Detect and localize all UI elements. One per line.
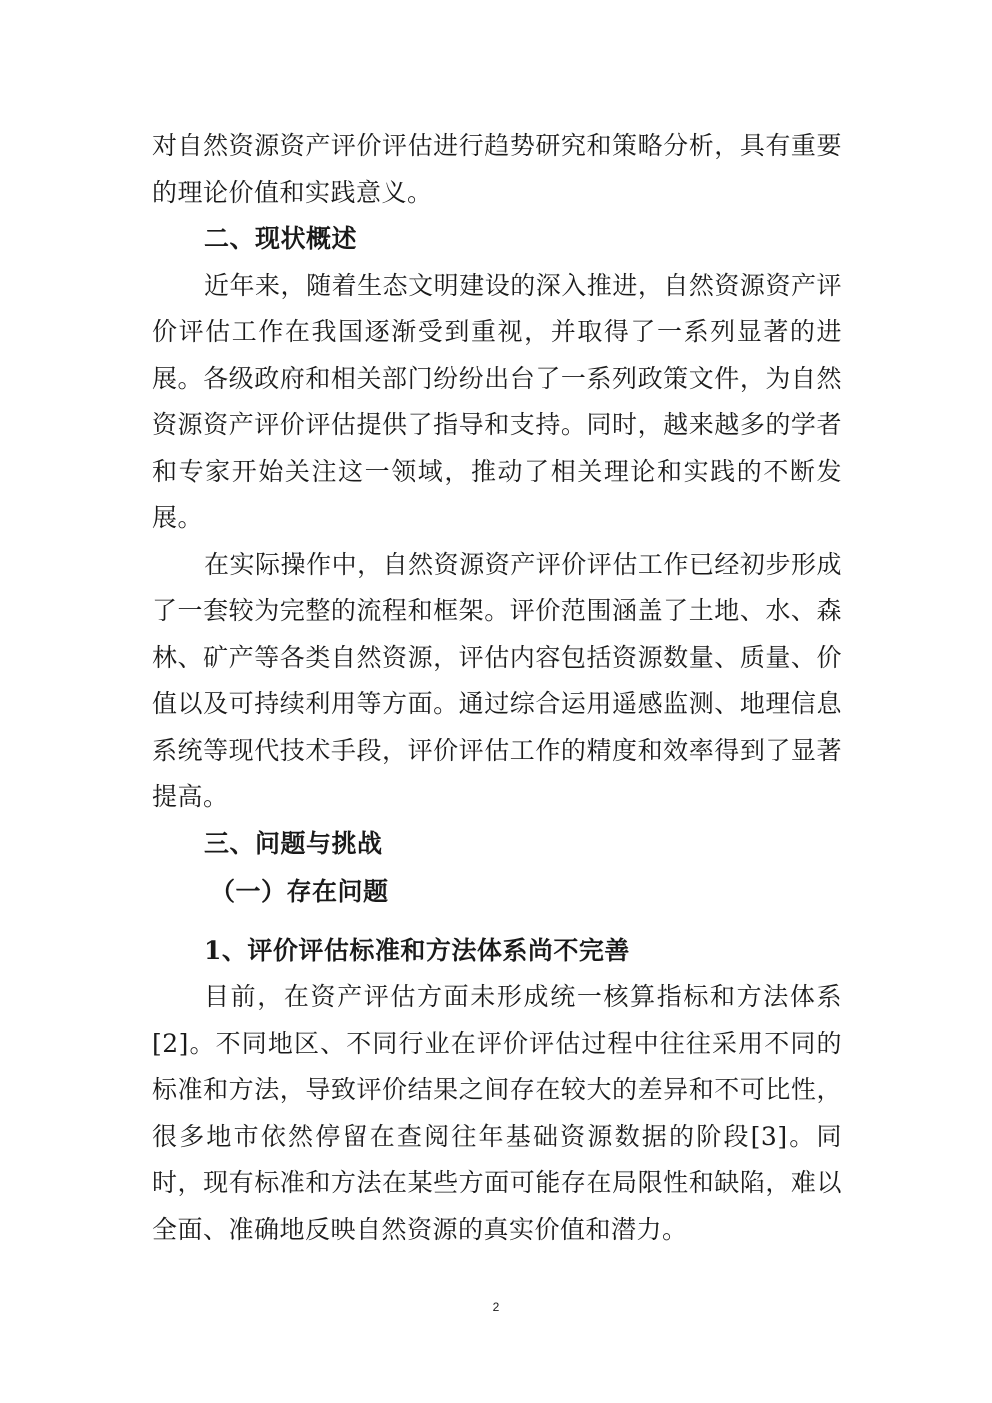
document-body	[152, 123, 842, 1253]
section-heading-problems: 三、问题与挑战	[204, 828, 383, 858]
paragraph-status-1: 近年来，随着生态文明建设的深入推进，自然资源资产评价评估工作在我国逐渐受到重视，并取得了一系列显著的进展。各级政府和相关部门纷纷出台了一系列政策文件，为自然资源资产评价评估提供了指导和支持。同时，越来越多的学者和专家开始关注这一领域，推动了相关理论和实践的不断发展。	[152, 270, 842, 532]
section-heading-status: 二、现状概述	[204, 224, 358, 253]
subheading-existing-problems: （一）存在问题	[210, 877, 389, 906]
continued-paragraph: 对自然资源资产评价评估进行趋势研究和策略分析，具有重要的理论价值和实践意义。	[152, 131, 842, 207]
page-number: 2	[492, 1300, 500, 1314]
item-heading-standards: 1、评价评估标准和方法体系尚不完善	[204, 935, 630, 965]
paragraph-status-2: 在实际操作中，自然资源资产评价评估工作已经初步形成了一套较为完整的流程和框架。评价范围涵盖了土地、水、森林、矿产等各类自然资源，评估内容包括资源数量、质量、价值以及可持续利用等方面。通过综合运用遥感监测、地理信息系统等现代技术手段，评价评估工作的精度和效率得到了显著提高。	[152, 549, 842, 811]
paragraph-standards: 目前，在资产评估方面未形成统一核算指标和方法体系[2]。不同地区、不同行业在评价评估过程中往往采用不同的标准和方法，导致评价结果之间存在较大的差异和不可比性，很多地市依然停留在查阅往年基础资源数据的阶段[3]。同时，现有标准和方法在某些方面可能存在局限性和缺陷，难以全面、准确地反映自然资源的真实价值和潜力。	[152, 982, 842, 1244]
